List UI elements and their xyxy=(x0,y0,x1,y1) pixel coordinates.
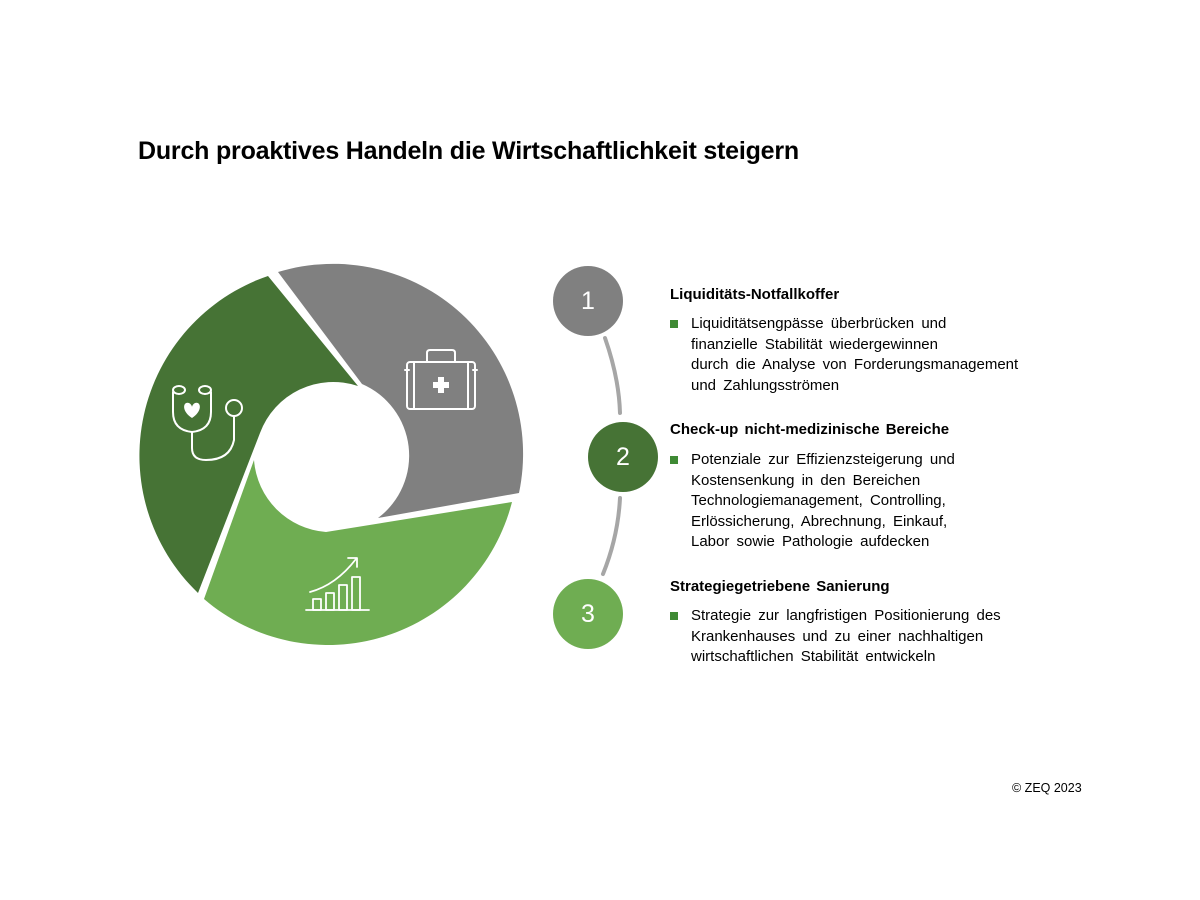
bullet-line: Liquiditätsengpässe überbrücken und xyxy=(691,315,947,332)
step-bullet-2 xyxy=(670,450,955,553)
step-number-1: 1 xyxy=(553,266,623,336)
bullet-line: durch die Analyse von Forderungsmanagement xyxy=(691,356,1019,373)
bullet-line: Potenziale zur Effizienzsteigerung und xyxy=(691,451,955,468)
bullet-line: Strategie zur langfristigen Positionierung des xyxy=(691,607,1001,624)
bullet-line: Labor sowie Pathologie aufdecken xyxy=(691,533,930,550)
step-bullet-1 xyxy=(670,314,1018,396)
connector-2-3 xyxy=(603,498,620,574)
step-heading-1: Liquiditäts-Notfallkoffer xyxy=(670,286,840,303)
bullet-line: finanzielle Stabilität wiedergewinnen xyxy=(691,335,938,353)
bullet-line: Erlössicherung, Abrechnung, Einkauf, xyxy=(691,512,948,530)
bullet-line: Krankenhauses und zu einer nachhaltigen xyxy=(691,627,984,645)
connector-1-2 xyxy=(605,338,620,413)
bullet-square-icon xyxy=(670,612,678,620)
bullet-square-icon xyxy=(670,456,678,464)
step-heading-3: Strategiegetriebene Sanierung xyxy=(670,578,890,595)
page-title: Durch proaktives Handeln die Wirtschaftlichkeit steigern xyxy=(138,137,799,165)
bullet-line: und Zahlungsströmen xyxy=(691,376,840,394)
segment-liquidity xyxy=(278,264,523,518)
bullet-line: Kostensenkung in den Bereichen xyxy=(691,471,921,489)
step-number-2: 2 xyxy=(588,422,658,492)
bullet-line: wirtschaftlichen Stabilität entwickeln xyxy=(691,648,936,665)
bullet-square-icon xyxy=(670,320,678,328)
copyright-notice: © ZEQ 2023 xyxy=(1012,781,1082,795)
step-heading-2: Check-up nicht-medizinische Bereiche xyxy=(670,421,950,438)
step-number-3: 3 xyxy=(553,579,623,649)
bullet-line: Technologiemanagement, Controlling, xyxy=(691,492,946,509)
step-bullet-3 xyxy=(670,606,1001,668)
